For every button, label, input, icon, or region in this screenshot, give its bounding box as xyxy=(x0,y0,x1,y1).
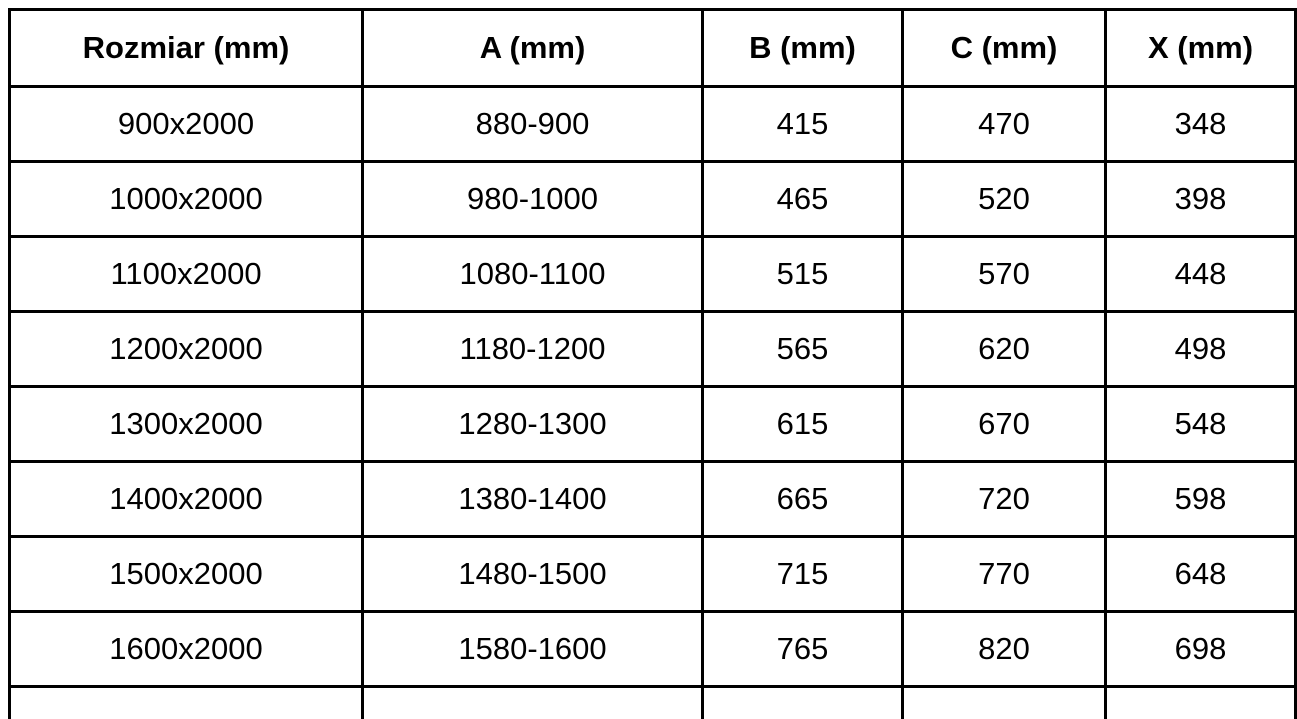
table-cell-b: 465 xyxy=(703,162,903,237)
table-cell-b: 515 xyxy=(703,237,903,312)
table-cell-rozmiar: 1400x2000 xyxy=(10,462,363,537)
table-cell-x: 448 xyxy=(1106,237,1296,312)
table-cell-rozmiar: 1600x2000 xyxy=(10,612,363,687)
table-cell-c: 670 xyxy=(903,387,1106,462)
table-cell-c: 520 xyxy=(903,162,1106,237)
table-row xyxy=(10,387,1296,462)
table-cell-rozmiar: 1000x2000 xyxy=(10,162,363,237)
table-cell-b: 665 xyxy=(703,462,903,537)
column-header-a: A (mm) xyxy=(363,10,703,87)
column-header-b: B (mm) xyxy=(703,10,903,87)
table-cell-x: 548 xyxy=(1106,387,1296,462)
table-cell-c: 720 xyxy=(903,462,1106,537)
header-row xyxy=(10,10,1296,87)
table-cell-x: 698 xyxy=(1106,612,1296,687)
table-cell-rozmiar: 1100x2000 xyxy=(10,237,363,312)
table-cell-x: 398 xyxy=(1106,162,1296,237)
cropped-cell xyxy=(10,687,363,719)
table-row xyxy=(10,537,1296,612)
table-cell-rozmiar: 1300x2000 xyxy=(10,387,363,462)
table-cell-x: 348 xyxy=(1106,87,1296,162)
table-row xyxy=(10,162,1296,237)
table-row xyxy=(10,87,1296,162)
table-cell-b: 565 xyxy=(703,312,903,387)
table-cell-c: 620 xyxy=(903,312,1106,387)
cropped-cell xyxy=(1106,687,1296,719)
table-cell-x: 498 xyxy=(1106,312,1296,387)
table-cell-c: 820 xyxy=(903,612,1106,687)
table-cell-a: 1580-1600 xyxy=(363,612,703,687)
table-row xyxy=(10,312,1296,387)
table-row xyxy=(10,237,1296,312)
table-cell-a: 1080-1100 xyxy=(363,237,703,312)
table-cell-a: 1380-1400 xyxy=(363,462,703,537)
table-cell-b: 415 xyxy=(703,87,903,162)
column-header-rozmiar: Rozmiar (mm) xyxy=(10,10,363,87)
table-cell-a: 1480-1500 xyxy=(363,537,703,612)
table-cell-b: 615 xyxy=(703,387,903,462)
cropped-cell xyxy=(903,687,1106,719)
column-header-c: C (mm) xyxy=(903,10,1106,87)
table-cell-rozmiar: 900x2000 xyxy=(10,87,363,162)
cropped-cell xyxy=(703,687,903,719)
table-cell-a: 1280-1300 xyxy=(363,387,703,462)
table-cell-a: 980-1000 xyxy=(363,162,703,237)
table-header xyxy=(10,10,1296,87)
table-cell-rozmiar: 1200x2000 xyxy=(10,312,363,387)
size-specification-table xyxy=(8,8,1297,719)
column-header-x: X (mm) xyxy=(1106,10,1296,87)
table-cell-a: 880-900 xyxy=(363,87,703,162)
table-cell-a: 1180-1200 xyxy=(363,312,703,387)
table-cell-c: 570 xyxy=(903,237,1106,312)
table-cell-x: 598 xyxy=(1106,462,1296,537)
table-cell-x: 648 xyxy=(1106,537,1296,612)
table-cell-b: 715 xyxy=(703,537,903,612)
table-cell-c: 770 xyxy=(903,537,1106,612)
table-cell-rozmiar: 1500x2000 xyxy=(10,537,363,612)
cropped-cell xyxy=(363,687,703,719)
table-row xyxy=(10,612,1296,687)
table-cell-b: 765 xyxy=(703,612,903,687)
table-body xyxy=(10,87,1296,719)
cropped-partial-row xyxy=(10,687,1296,719)
table-cell-c: 470 xyxy=(903,87,1106,162)
table-row xyxy=(10,462,1296,537)
